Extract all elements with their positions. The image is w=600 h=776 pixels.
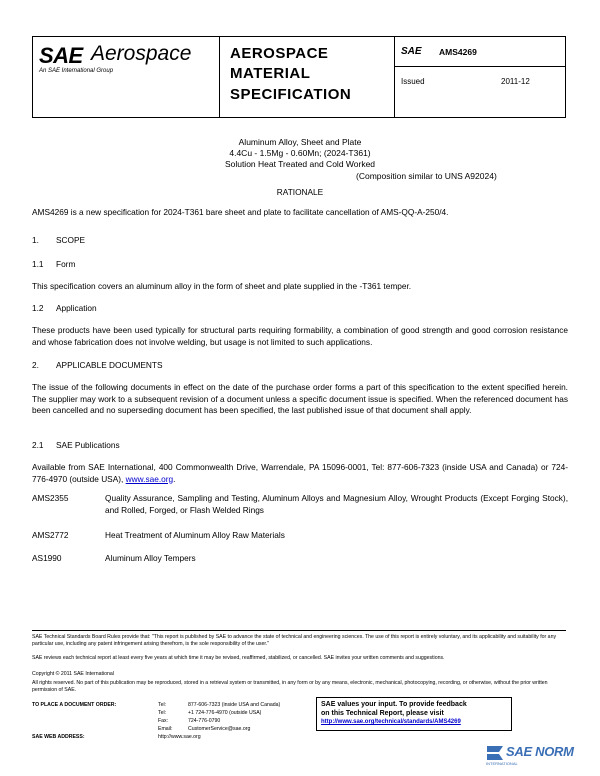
title-line-1: AEROSPACE (230, 45, 329, 62)
logo-sae-text: SAE (39, 43, 83, 68)
section-1-1-text: This specification covers an aluminum alloy in the form of sheet and plate supplied in the -T361 temper. (32, 281, 412, 291)
section-2-text: The issue of the following documents in effect on the date of the purchase order forms a part of this specification to the extent specified herein. The supplier may work to a subsequent revision of a document unless a specific document issue is specified. When the referenced document has been cancelled and no superseding document has been specified, the last published issue of that document shall apply. (32, 382, 568, 415)
footer-copyright: Copyright © 2011 SAE International (32, 671, 114, 677)
feedback-link[interactable]: http://www.sae.org/technical/standards/AMS4269 (321, 719, 461, 725)
order-label: TO PLACE A DOCUMENT ORDER: (32, 702, 117, 708)
watermark-text: SAE NORM (506, 744, 574, 759)
section-number: 2. (32, 360, 39, 370)
document-type-title (219, 37, 395, 117)
section-title: SAE Publications (56, 440, 120, 450)
footer-review-paragraph: SAE reviews each technical report at least every five years at which time it may be revised, reaffirmed, stabilized, or cancelled. SAE invites your written comments and suggestions. (32, 655, 445, 661)
feedback-box (316, 697, 512, 731)
header-box (32, 36, 566, 118)
web-label: SAE WEB ADDRESS: (32, 734, 85, 740)
section-1-heading (32, 235, 85, 245)
spec-number-row (395, 37, 565, 67)
title-line-3: SPECIFICATION (230, 86, 352, 103)
title-line-2: MATERIAL (230, 65, 311, 82)
spec-number: AMS4269 (439, 47, 477, 57)
reference-title: Aluminum Alloy Tempers (105, 553, 196, 563)
issued-label: Issued (401, 77, 425, 86)
logo-subtitle: An SAE International Group (39, 68, 114, 74)
sae-norm-watermark (482, 740, 582, 768)
section-title: APPLICABLE DOCUMENTS (56, 360, 163, 370)
sae-publications-availability: Available from SAE International, 400 Commonwealth Drive, Warrendale, PA 15096-0001, Tel: 877-606-7323 (inside USA and Canada) or 724-776-4970 (outside USA), (32, 462, 568, 484)
reference-title: Heat Treatment of Aluminum Alloy Raw Materials (105, 530, 285, 540)
subject-line-4: (Composition similar to UNS A92024) (356, 171, 497, 181)
rationale-heading: RATIONALE (276, 187, 324, 197)
reference-id: AMS2355 (32, 493, 69, 503)
email-value[interactable]: CustomerService@sae.org (188, 726, 251, 732)
email-label: Email: (158, 726, 173, 732)
spec-info-cell (395, 37, 565, 117)
section-1-2-text: These products have been used typically for structural parts requiring formability, a combination of good strength and good corrosion resistance and whose fabrication does not involve welding, but usage is not limited to such applications. (32, 325, 568, 347)
section-title: SCOPE (56, 235, 86, 245)
subject-line-1: Aluminum Alloy, Sheet and Plate (238, 137, 362, 147)
feedback-line-1: SAE values your input. To provide feedback (321, 701, 467, 708)
footer-rights-paragraph: All rights reserved. No part of this publication may be reproduced, stored in a retrieval system or transmitted, in any form or by any means, electronic, mechanical, photocopying, recording, or otherwise, without the prior written permission of SAE. (32, 680, 548, 693)
section-title: Form (56, 259, 76, 269)
section-2-1-heading (32, 440, 120, 450)
reference-title: Quality Assurance, Sampling and Testing, Aluminum Alloys and Magnesium Alloy, Wrought Products (Except Forging Stock), and Rolled, Forged, or Flash Welded Rings (105, 493, 568, 515)
watermark-subtext: INTERNATIONAL (486, 761, 518, 766)
section-1-2-heading (32, 303, 97, 313)
section-number: 1.2 (32, 303, 44, 313)
section-number: 1.1 (32, 259, 44, 269)
section-title: Application (56, 303, 97, 313)
issued-date: 2011-12 (501, 77, 530, 86)
reference-id: AMS2772 (32, 530, 69, 540)
footer-divider (32, 630, 566, 631)
section-2-heading (32, 360, 163, 370)
sae-aerospace-logo (33, 37, 219, 117)
sae-website-link[interactable]: www.sae.org (125, 473, 174, 484)
period: . (173, 473, 176, 484)
sae-mark-logo: SAE (401, 46, 422, 57)
web-value[interactable]: http://www.sae.org (158, 734, 201, 740)
feedback-line-2: on this Technical Report, please visit (321, 710, 444, 717)
footer-rules-paragraph: SAE Technical Standards Board Rules provide that: "This report is published by SAE to advance the state of technical and engineering sciences. The use of this report is entirely voluntary, and its applicability and suitability for any particular use, including any patent infringement arising therefrom, is the sole responsibility of the user." (32, 634, 557, 647)
subject-line-2: 4.4Cu - 1.5Mg - 0.60Mn; (2024-T361) (229, 148, 371, 158)
fax-label: Fax: (158, 718, 169, 724)
section-2-1-text (32, 462, 568, 485)
fax-value: 724-776-0790 (188, 718, 221, 724)
tel-value: 877-606-7323 (inside USA and Canada) (188, 702, 281, 708)
tel-label: Tel: (158, 702, 167, 708)
rationale-text: AMS4269 is a new specification for 2024-T361 bare sheet and plate to facilitate cancellation of AMS-QQ-A-250/4. (32, 207, 449, 217)
reference-id: AS1990 (32, 553, 62, 563)
logo-aerospace-text: Aerospace (91, 42, 192, 65)
section-1-1-heading (32, 259, 75, 269)
section-number: 2.1 (32, 440, 44, 450)
section-number: 1. (32, 235, 39, 245)
tel2-label: Tel: (158, 710, 167, 716)
tel2-value: +1 724-776-4970 (outside USA) (188, 710, 262, 716)
subject-line-3: Solution Heat Treated and Cold Worked (224, 159, 376, 169)
